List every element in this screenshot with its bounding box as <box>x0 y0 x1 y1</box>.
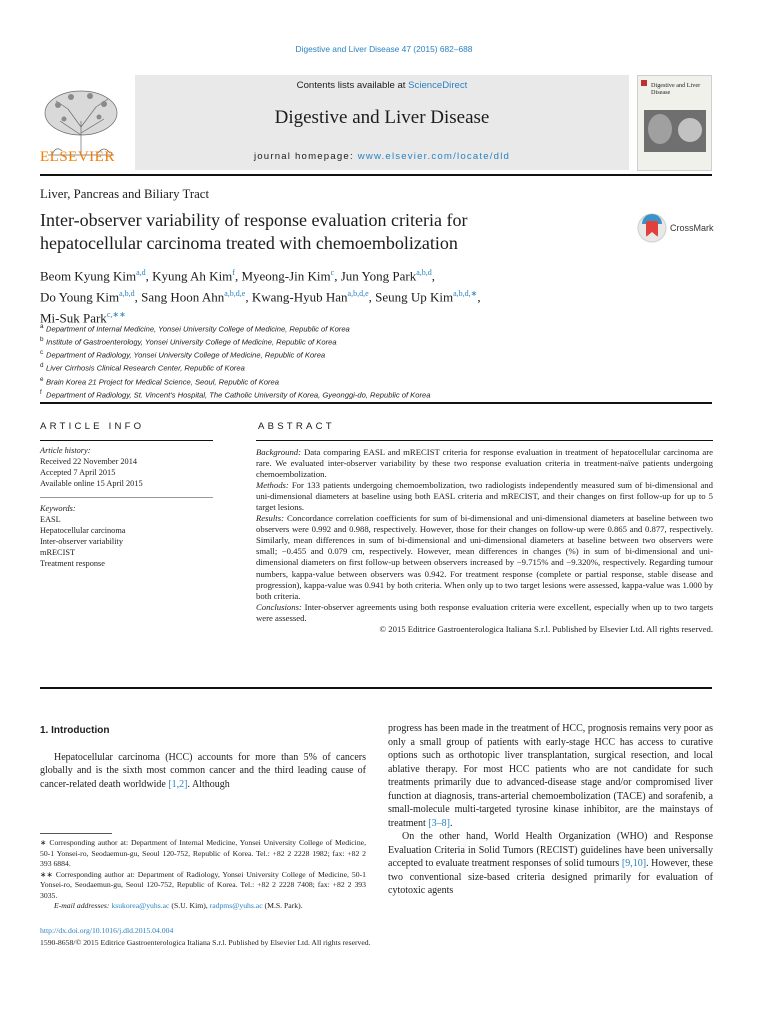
author-affil-sup[interactable]: c <box>330 268 335 277</box>
footnotes <box>40 838 366 912</box>
affiliation-text: Department of Radiology, Yonsei University College of Medicine, Republic of Korea <box>46 350 326 360</box>
introduction-heading: 1. Introduction <box>40 725 110 736</box>
conclusions-text: Inter-observer agreements using both response evaluation criteria were excellent, especially when up to two targets were assessed. <box>256 601 713 623</box>
abstract-bottom-rule <box>40 687 712 689</box>
keyword-item: Hepatocellular carcinoma <box>40 525 126 535</box>
author-affil-sup[interactable]: c,∗∗ <box>106 309 126 319</box>
homepage-line <box>135 151 629 162</box>
article-section: Liver, Pancreas and Biliary Tract <box>40 187 210 201</box>
abstract-conclusions <box>256 602 713 624</box>
intro-text-tail: . Although <box>187 778 230 790</box>
article-info-heading: ARTICLE INFO <box>40 421 145 432</box>
abstract-rule <box>256 440 713 441</box>
affiliation-item <box>40 348 712 361</box>
accepted-date: Accepted 7 April 2015 <box>40 467 116 477</box>
author-affil-sup[interactable]: a,b,d,e <box>224 288 246 298</box>
author-affil-sup[interactable]: a,b,d,∗ <box>453 288 478 298</box>
affiliation-sup: b <box>40 336 44 344</box>
affiliation-sup: a <box>40 323 44 330</box>
author-name: Do Young Kim <box>40 289 120 305</box>
reference-link[interactable]: [9,10] <box>621 858 647 869</box>
online-date: Available online 15 April 2015 <box>40 478 143 488</box>
homepage-prefix: journal homepage: <box>253 151 358 162</box>
author-name: Myeong-Jin Kim <box>241 268 331 284</box>
methods-text: For 133 patients undergoing chemoembolization, two radiologists independently measured sum of bi-dimensional and uni-dimensional diameters at baseline using both EASL criteria and mRECIST, and their changes on first follow-up for up to 5 target lesions. <box>256 480 713 513</box>
abstract-body <box>256 447 713 635</box>
doi-link[interactable]: http://dx.doi.org/10.1016/j.dld.2015.04.004 <box>40 926 174 935</box>
keywords-block <box>40 504 220 569</box>
affiliation-sup: c <box>40 349 44 357</box>
abstract-methods <box>256 480 713 513</box>
title-line-2: hepatocellular carcinoma treated with chemoembolization <box>40 233 458 253</box>
abstract-heading: ABSTRACT <box>258 421 335 432</box>
affiliation-item <box>40 361 712 374</box>
author-affil-sup[interactable]: f <box>232 268 235 277</box>
author-name: Kyung Ah Kim <box>152 268 233 284</box>
results-text: Concordance correlation coefficients for sum of bi-dimensional and uni-dimensional diameters at baseline between two observers were 0.992 and 0.988, respectively. However, those for their changes on follow-up were 0.865 and 0.877, respectively. Similarly, mean differences in sum of bi-dimensional and uni-dimensional diameters at baseline between two observers were small; −0.455 and 0.079 cm, respectively. However, mean differences in changes (%) in sum of bi-dimensional and uni-dimensional diameters on first follow-up between observers increased by −9.715% and −9.320%, respectively. Regarding tumour numbers, kappa-value between observers was 0.942. For treatment response (complete or partial response, stable disease and progression), kappa-value was 0.941 by both criteria. When only up to two target lesions were assessed, kappa-value was 1.000 by both criteria. <box>256 513 713 601</box>
affiliation-text: Department of Radiology, St. Vincent's Hospital, The Catholic University of Korea, Gyeonggi-do, Republic of Korea <box>46 390 431 400</box>
email-owner-2: (M.S. Park). <box>262 901 303 910</box>
title-line-1: Inter-observer variability of response evaluation criteria for <box>40 210 468 230</box>
sciencedirect-link[interactable]: ScienceDirect <box>408 80 468 91</box>
author-name: Kwang-Hyub Han <box>251 289 348 305</box>
right-paragraph-2 <box>388 830 713 898</box>
header-rule <box>40 174 712 176</box>
intro-paragraph <box>40 751 366 792</box>
background-text: Data comparing EASL and mRECIST criteria for response evaluation in treatment of hepatocellular carcinoma are rare. We evaluated inter-observer variability by these two response evaluation criteria in treatment-naïve patients undergoing chemoembolization. <box>256 447 713 480</box>
methods-label: Methods: <box>256 480 289 491</box>
journal-title: Digestive and Liver Disease <box>274 107 490 128</box>
affiliation-sup: d <box>40 362 44 370</box>
right-text-1-tail: . <box>449 817 453 829</box>
keywords-label: Keywords: <box>40 504 76 513</box>
intro-text: Hepatocellular carcinoma (HCC) accounts for more than 5% of cancers globally and is the sixth most common cancer and the third leading cause of cancer-related death worldwide <box>40 751 366 790</box>
cover-logo-mark <box>641 80 647 86</box>
abstract-background <box>256 447 713 480</box>
affiliation-sup: f <box>40 388 42 396</box>
footnote-corresponding-1: ∗ Corresponding author at: Department of Internal Medicine, Yonsei University College of Medicine, 50-1 Yonsei-ro, Seodaemun-gu, Seoul 120-752, Republic of Korea. Tel.: +82 2 2228 1982; fax: +82 2 393 6884. <box>40 838 366 868</box>
right-paragraph-1 <box>388 722 713 830</box>
body-left-column <box>40 724 366 791</box>
issn-copyright: 1590-8658/© 2015 Editrice Gastroenterologica Italiana S.r.l. Published by Elsevier Ltd. All rights reserved. <box>40 937 371 947</box>
affiliation-sup: e <box>40 375 44 383</box>
crossmark-label: CrossMark <box>670 223 714 233</box>
affiliation-text: Liver Cirrhosis Clinical Research Center, Republic of Korea <box>46 363 245 373</box>
received-date: Received 22 November 2014 <box>40 456 137 466</box>
email-label: E-mail addresses: <box>54 901 110 910</box>
info-top-rule <box>40 402 712 404</box>
right-text-2-tail: . However, these two conventional size-based criteria designed primarily for evaluation of cytotoxic agents <box>388 858 713 896</box>
results-label: Results: <box>256 513 284 524</box>
keywords-rule <box>40 497 213 498</box>
keyword-item: Treatment response <box>40 558 105 568</box>
footnote-rule <box>40 833 112 834</box>
abstract-results <box>256 513 713 601</box>
reference-link[interactable]: [1,2] <box>168 778 188 790</box>
email-link-1[interactable]: ksukorea@yuhs.ac <box>111 901 170 910</box>
article-info-rule <box>40 440 213 441</box>
affiliation-text: Department of Internal Medicine, Yonsei University College of Medicine, Republic of Korea <box>46 324 350 334</box>
author-affil-sup[interactable]: a,b,d <box>416 268 432 277</box>
cover-image-scan <box>678 118 702 142</box>
author-name: Sang Hoon Ahn <box>141 289 225 305</box>
email-link-2[interactable]: radpms@yuhs.ac <box>209 901 263 910</box>
footnote-emails <box>40 901 366 912</box>
affiliation-item <box>40 322 712 335</box>
right-text-2: On the other hand, World Health Organization (WHO) and Response Evaluation Criteria in Solid Tumors (RECIST) guidelines have been universally accepted to evaluate treatment responses of solid tumours <box>388 831 713 869</box>
cover-image-organ <box>648 114 672 144</box>
author-name: Jun Yong Park <box>340 268 417 284</box>
author-name: Beom Kyung Kim <box>40 268 137 284</box>
affiliation-item <box>40 375 712 388</box>
right-text-1: progress has been made in the treatment of HCC, prognosis remains very poor as only a small group of patients with early-stage HCC has access to curative options such as orthotopic liver transplantation, surgical resection, and local ablative therapy. For most HCC patients who are not candidate for such treatments primarily due to advanced-disease stage and/or compromised liver function at diagnosis, trans-arterial chemoembolization (TACE) and sorafenib, a small-molecule multi-targeted tyrosine kinase inhibitor, are the mainstays of treatment <box>388 723 713 829</box>
keyword-item: Inter-observer variability <box>40 536 123 546</box>
keyword-item: EASL <box>40 514 61 524</box>
affiliation-text: Brain Korea 21 Project for Medical Science, Seoul, Republic of Korea <box>46 377 279 387</box>
contents-line <box>135 80 629 91</box>
footnote-corresponding-2: ∗∗ Corresponding author at: Department of Radiology, Yonsei University College of Medicine, 50-1 Yonsei-ro, Seodaemun-gu, Seoul 120-752, Republic of Korea. Tel.: +82 2 2228 7408; fax: +82 2 393 3035. <box>40 869 366 900</box>
abstract-copyright: © 2015 Editrice Gastroenterologica Italiana S.r.l. Published by Elsevier Ltd. All rights reserved. <box>379 623 713 634</box>
cover-title: Digestive and Liver Disease <box>651 82 701 96</box>
history-label: Article history: <box>40 446 91 455</box>
contents-prefix: Contents lists available at <box>296 80 409 91</box>
elsevier-wordmark: ELSEVIER <box>40 149 115 165</box>
author-name: Seung Up Kim <box>375 289 454 305</box>
body-right-column <box>388 722 713 898</box>
keyword-item: mRECIST <box>40 547 76 557</box>
affiliation-item <box>40 388 712 401</box>
affiliation-list <box>40 322 712 401</box>
author-name: Mi-Suk Park <box>40 309 107 325</box>
author-affil-sup[interactable]: a,b,d,e <box>347 288 369 298</box>
homepage-link[interactable]: www.elsevier.com/locate/dld <box>357 151 511 162</box>
article-title <box>40 209 600 255</box>
email-owner-1: (S.U. Kim), <box>169 901 210 910</box>
author-list: Beom Kyung Kim$^{a,d}$, Kyung Ah Kim$^f$, Myeong-Jin Kim$^c$, Jun Yong Park$^{a,b,d}$, Do Young Kim$^{a,b,d}$, Sang Hoon Ahn$^{a,b,d,e}$, Kwang-Hyub Han$^{a,b,d,e}$, Seung Up Kim$^{a,b,d,∗}$, Mi-Suk Park$^{c,∗∗}$ <box>40 268 481 325</box>
background-label: Background: <box>256 447 302 457</box>
affiliation-text: Institute of Gastroenterology, Yonsei University College of Medicine, Republic of Korea <box>46 337 337 347</box>
article-identifiers <box>40 925 640 948</box>
conclusions-label: Conclusions: <box>256 601 302 612</box>
journal-citation[interactable]: Digestive and Liver Disease 47 (2015) 682–688 <box>295 44 473 54</box>
article-history <box>40 446 220 490</box>
author-affil-sup[interactable]: a,b,d <box>119 288 135 298</box>
author-affil-sup[interactable]: a,d <box>136 268 146 277</box>
reference-link[interactable]: [3–8] <box>428 817 450 829</box>
affiliation-item <box>40 335 712 348</box>
